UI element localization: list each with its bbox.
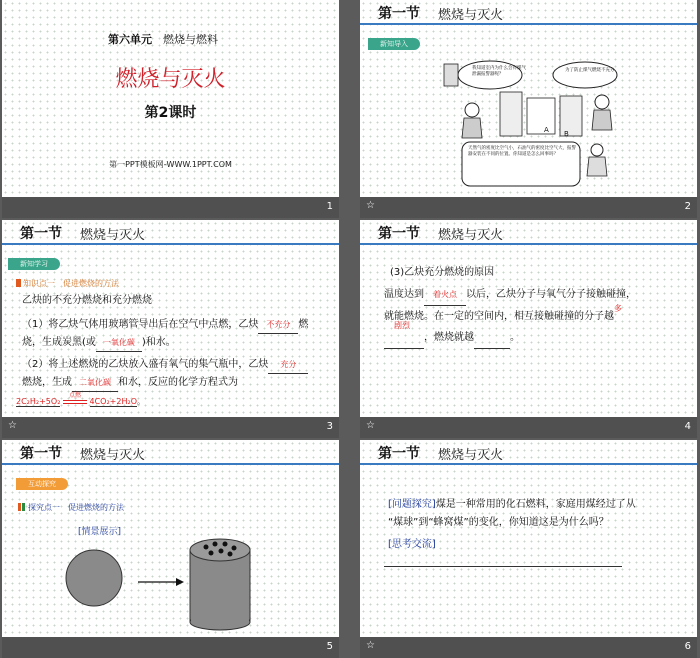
slide-5[interactable] [2,440,339,637]
section-label: 第一节 [378,6,420,22]
coal-illustration [64,536,264,636]
slide-1-footer [2,197,339,218]
page-number: 1 [326,201,333,212]
lesson-label: 第2课时 [144,105,197,121]
star-icon: ☆ [366,200,375,211]
heading: 乙炔的不充分燃烧和充分燃烧 [22,295,152,306]
paragraph: 温度达到 着火点 以后，乙炔分子与氧气分子接触碰撞， 就能燃烧。在一定的空间内，相互接触碰撞的分子越$^多$ 剧烈 ，燃烧就越 。 [384,284,690,349]
slide-2-footer [360,197,697,218]
page-number: 5 [326,641,333,652]
section-tag: 互动探究 [16,478,68,490]
slide-6[interactable] [360,440,697,637]
slide-header [360,440,697,464]
page-number: 4 [684,421,691,432]
page-number: 6 [684,641,691,652]
speech-bubble-c: 天然气的密度比空气小，石油气的密度比空气大，报警器安装在不同的位置。你知道是怎么回事吗？ [468,146,576,157]
slide-4[interactable] [360,220,697,417]
label-b: B [564,130,569,138]
topic-label: 燃烧与灭火 [438,448,504,463]
section-label: 第一节 [378,226,420,242]
chemical-equation: 2C₂H₂+5O₂ 点燃 4CO₂+2H₂O。 [16,392,145,406]
section-label: 第一节 [20,226,62,242]
slide-3[interactable] [2,220,339,417]
section-label: 第一节 [378,446,420,462]
speech-bubble-b: 为了防止煤气燃烧不充分 [565,68,615,73]
page-number: 3 [326,421,333,432]
paragraph-2: （2）将上述燃烧的乙炔放入盛有氧气的集气瓶中，乙炔 充分 燃烧，生成 二氧化碳 和水，反应的化学方程式为 [22,356,332,392]
scene-label: [情景展示] [78,527,122,537]
slide-4-footer [360,417,697,438]
knowledge-point: 知识点一 促进燃烧的方法 [16,278,119,289]
answer-line [384,566,622,567]
inquiry-point: 探究点一 促进燃烧的方法 [18,502,124,513]
slide-1[interactable] [2,0,339,197]
topic-label: 燃烧与灭火 [438,8,504,23]
section-label: 第一节 [20,446,62,462]
discuss-label: [思考交流] [388,539,436,550]
section-tag: 新知学习 [8,258,60,270]
comic-illustration [442,58,632,188]
slide-header [2,220,339,244]
section-tag: 新知导入 [368,38,420,50]
topic-label: 燃烧与灭火 [80,228,146,243]
unit-title: 第六单元 燃烧与燃料 [108,33,218,46]
site-label: 第一PPT模板网-WWW.1PPT.COM [109,160,232,169]
topic-label: 燃烧与灭火 [438,228,504,243]
slide-header [360,220,697,244]
slide-header [360,0,697,24]
paragraph-1: （1）将乙炔气体用玻璃管导出后在空气中点燃，乙炔 不充分 燃 烧，生成炭黑(或 一氧化碳 )和水。 [22,316,332,352]
star-icon: ☆ [366,640,375,651]
page-number: 2 [684,201,691,212]
slide-3-footer [2,417,339,438]
star-icon: ☆ [8,420,17,431]
slide-title: 燃烧与灭火 [115,67,226,92]
star-icon: ☆ [366,420,375,431]
heading: (3)乙炔充分燃烧的原因 [390,267,495,278]
question-text: [问题探究]煤是一种常用的化石燃料，家庭用煤经过了从 “煤球”到“蜂窝煤”的变化，你知道这是为什么吗？ [388,499,636,528]
label-a: A [544,126,549,134]
slide-header [2,440,339,464]
topic-label: 燃烧与灭火 [80,448,146,463]
slide-2[interactable] [360,0,697,197]
speech-bubble-a: 我知道室内为什么会有煤气泄漏报警器呢？ [472,66,526,77]
